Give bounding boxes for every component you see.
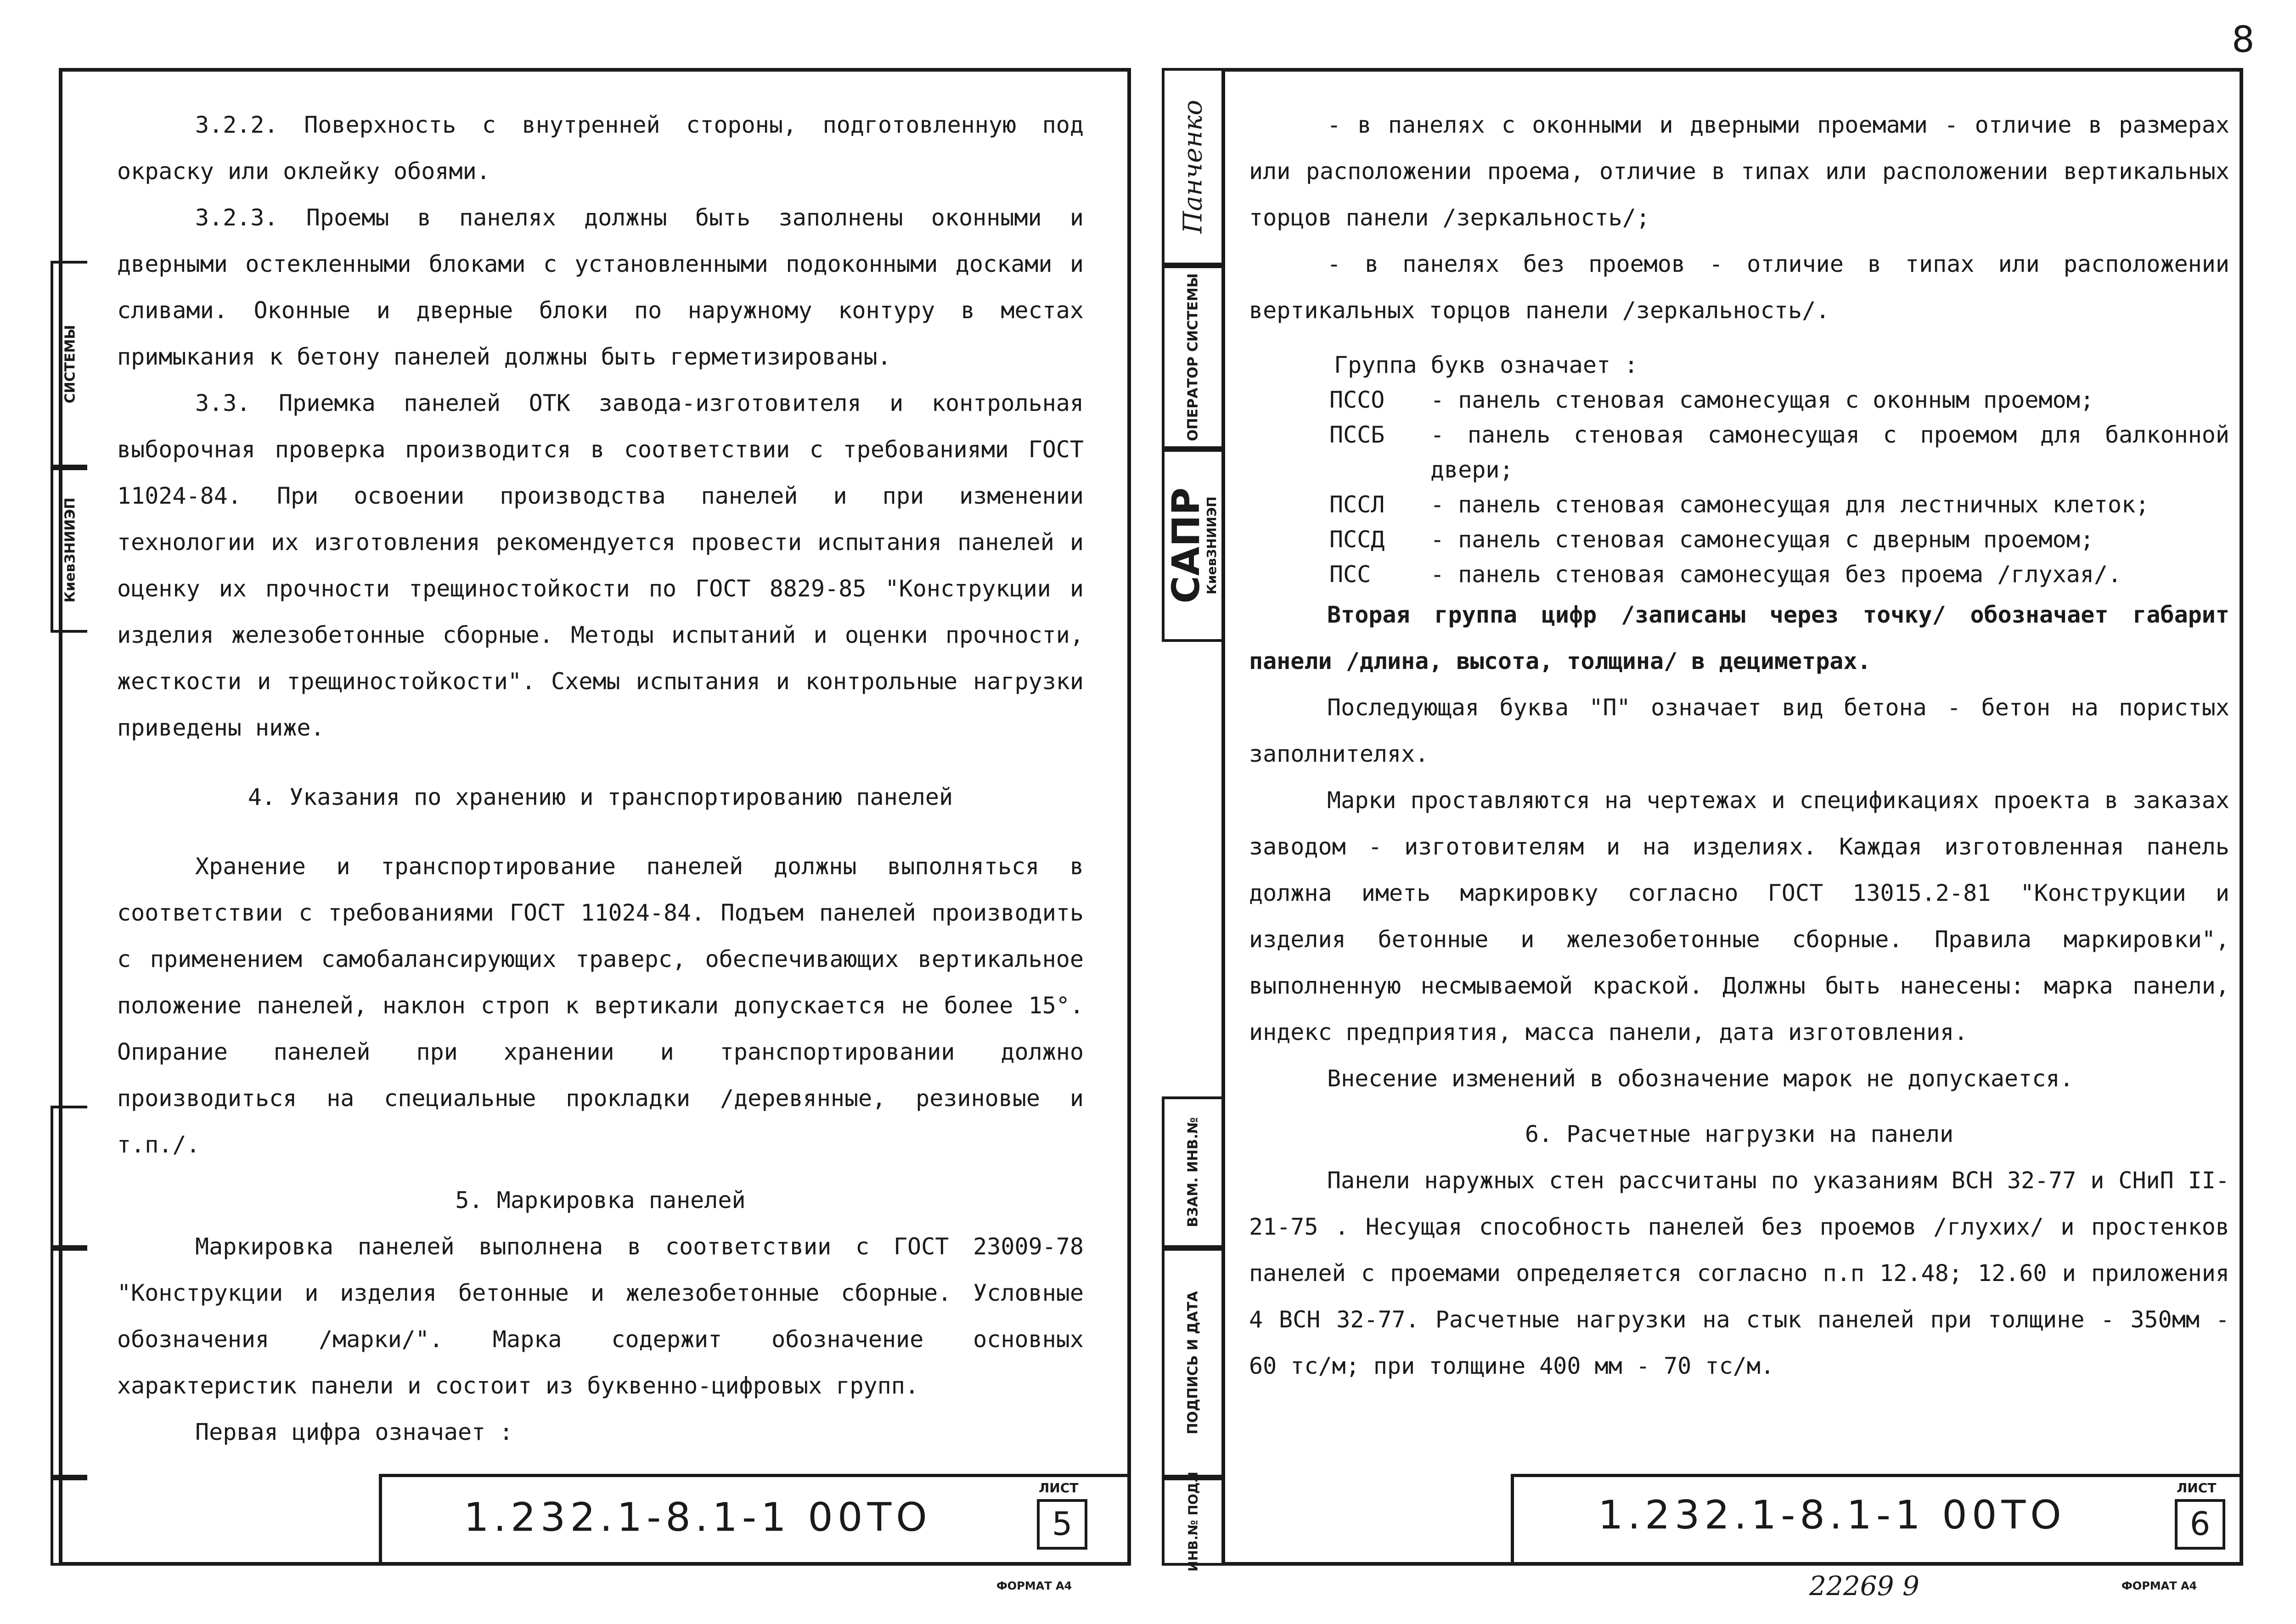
right-sheet-side-strip (1162, 68, 1221, 1572)
page-number: 8 (2232, 19, 2255, 61)
legend-row (1329, 522, 2229, 557)
left-sheet-text (117, 102, 1084, 1455)
left-strip-cell-a (51, 1106, 87, 1248)
left-list-number: 5 (1037, 1499, 1087, 1550)
right-strip-cell-podpis (1162, 1248, 1221, 1478)
legend-desc: - панель стеновая самонесущая с дверным проемом; (1430, 526, 2094, 553)
right-stamp-code: 1.232.1-8.1-1 00ТО (1598, 1492, 2066, 1538)
heading-section-6: 6. Расчетные нагрузки на панели (1525, 1121, 1954, 1147)
legend-code: ПССБ (1329, 421, 1385, 448)
legend-code: ПСС (1329, 561, 1371, 588)
left-sheet-side-strip (51, 68, 87, 1566)
legend-desc: - панель стеновая самонесущая с оконным проемом; (1430, 387, 2094, 413)
inv-podl-label: ИНВ.№ ПОДЛ (1185, 1472, 1201, 1572)
paragraph-no-changes: Внесение изменений в обозначение марок не допускается. (1327, 1065, 2074, 1092)
signature-mark: Панченко (1178, 100, 1208, 234)
right-strip-cell-sapr (1162, 449, 1221, 642)
left-strip-cell-c (51, 1478, 87, 1566)
legend-code: ПССД (1329, 526, 1385, 553)
right-format-label: ФОРМАТ А4 (2122, 1579, 2197, 1592)
right-list-number: 6 (2175, 1499, 2225, 1550)
operator-label: ОПЕРАТОР СИСТЕМЫ (1185, 273, 1201, 441)
paragraph-first-digit: Первая цифра означает : (195, 1419, 513, 1445)
paragraph-section-4: Хранение и транспортирование панелей должны выполняться в соответствии с требованиями ГОСТ 11024-84. Подъем панелей производить с применением самобалансирующих траверс, обеспечивающих вертикальное положение панелей, наклон строп к вертикали допускается не более 15°. Опирание панелей при хранении и транспортировании должно производиться на специальные прокладки /деревянные, резиновые и т.п./. (117, 853, 1084, 1158)
legend-desc: - панель стеновая самонесущая без проема /глухая/. (1430, 561, 2122, 588)
left-strip-cell-institute (51, 467, 87, 633)
legend-title: Группа букв означает : (1334, 352, 1638, 378)
sapr-institute: КиевЗНИИЭП (1204, 496, 1219, 595)
right-sheet-text (1249, 102, 2229, 1389)
legend-code: ПССЛ (1329, 491, 1385, 518)
legend-row (1329, 382, 2229, 417)
paragraph-3-2-3: 3.2.3. Проемы в панелях должны быть заполнены оконными и дверными остекленными блоками с установленными подоконными досками и сливами. Оконные и дверные блоки по наружному контуру в местах примыкания к бетону панелей должны быть герметизированы. (117, 204, 1084, 370)
handwritten-archive-number: 22269 9 (1809, 1570, 1919, 1602)
left-strip-label-institute: КиевЗНИИЭП (62, 497, 79, 603)
paragraph-section-5: Маркировка панелей выполнена в соответствии с ГОСТ 23009-78 "Конструкции и изделия бетонные и железобетонные сборные. Условные обозначения /марки/". Марка содержит обозначение основных характеристик панели и состоит из буквенно-цифровых групп. (117, 1233, 1084, 1399)
letter-group-legend (1329, 348, 2229, 592)
legend-desc: - панель стеновая самонесущая для лестничных клеток; (1430, 491, 2150, 518)
paragraph-second-group: Вторая группа цифр /записаны через точку/ обозначает габарит панели /длина, высота, толщина/ в дециметрах. (1249, 601, 2229, 674)
right-strip-cell-operator (1162, 265, 1221, 449)
paragraph-letter-p: Последующая буква "П" означает вид бетона - бетон на пористых заполнителях. (1249, 694, 2229, 767)
heading-section-4: 4. Указания по хранению и транспортированию панелей (248, 784, 953, 810)
legend-row (1329, 417, 2229, 487)
podpis-data-label: ПОДПИСЬ И ДАТА (1185, 1291, 1201, 1435)
paragraph-marking: Марки проставляются на чертежах и спецификациях проекта в заказах заводом - изготовителям и на изделиях. Каждая изготовленная панель должна иметь маркировку согласно ГОСТ 13015.2-81 "Конструкции и изделия бетонные и железобетонные сборные. Правила маркировки", выполненную несмываемой краской. Должны быть нанесены: марка панели, индекс предприятия, масса панели, дата изготовления. (1249, 787, 2229, 1045)
left-list-label: ЛИСТ (1039, 1480, 1079, 1495)
paragraph-3-3: 3.3. Приемка панелей ОТК завода-изготовителя и контрольная выборочная проверка производится в соответствии с требованиями ГОСТ 11024-84. При освоении производства панелей и при изменении технологии их изготовления рекомендуется провести испытания панелей и оценку их прочности трещиностойкости по ГОСТ 8829-85 "Конструкции и изделия железобетонные сборные. Методы испытаний и оценки прочности, жесткости и трещиностойкости". Схемы испытания и контрольные нагрузки приведены ниже. (117, 390, 1084, 741)
left-strip-label-systems: СИСТЕМЫ (62, 325, 79, 404)
paragraph-panels-with-openings: - в панелях с оконными и дверными проемами - отличие в размерах или расположении проема, отличие в типах или расположении вертикальных торцов панели /зеркальность/; (1249, 112, 2229, 231)
paragraph-section-6: Панели наружных стен рассчитаны по указаниям ВСН 32-77 и СНиП II-21-75 . Несущая способность панелей без проемов /глухих/ и простенков панелей с проемами определяется согласно п.п 12.48; 12.60 и приложения 4 ВСН 32-77. Расчетные нагрузки на стык панелей при толщине - 350мм - 60 тс/м; при толщине 400 мм - 70 тс/м. (1249, 1167, 2229, 1379)
left-format-label: ФОРМАТ А4 (996, 1579, 1072, 1592)
left-strip-cell-b (51, 1248, 87, 1478)
paragraph-3-2-2: 3.2.2. Поверхность с внутренней стороны, подготовленную под окраску или оклейку обоями. (117, 112, 1084, 185)
sapr-title: САПР (1165, 487, 1208, 604)
paragraph-panels-without-openings: - в панелях без проемов - отличие в типах или расположении вертикальных торцов панели /зеркальность/. (1249, 251, 2229, 324)
left-stamp-code: 1.232.1-8.1-1 00ТО (464, 1495, 932, 1540)
right-strip-cell-signature (1162, 68, 1221, 265)
sapr-label (1165, 487, 1219, 604)
right-strip-cell-vzam (1162, 1096, 1221, 1248)
legend-row (1329, 487, 2229, 522)
legend-row (1329, 557, 2229, 592)
right-strip-cell-inv (1162, 1472, 1221, 1572)
right-list-label: ЛИСТ (2177, 1480, 2217, 1495)
left-strip-cell-systems (51, 261, 87, 467)
legend-code: ПССО (1329, 387, 1385, 413)
heading-section-5: 5. Маркировка панелей (455, 1187, 746, 1214)
legend-desc: - панель стеновая самонесущая с проемом для балконной двери; (1430, 421, 2229, 483)
vzam-inv-label: ВЗАМ. ИНВ.№ (1185, 1117, 1201, 1227)
